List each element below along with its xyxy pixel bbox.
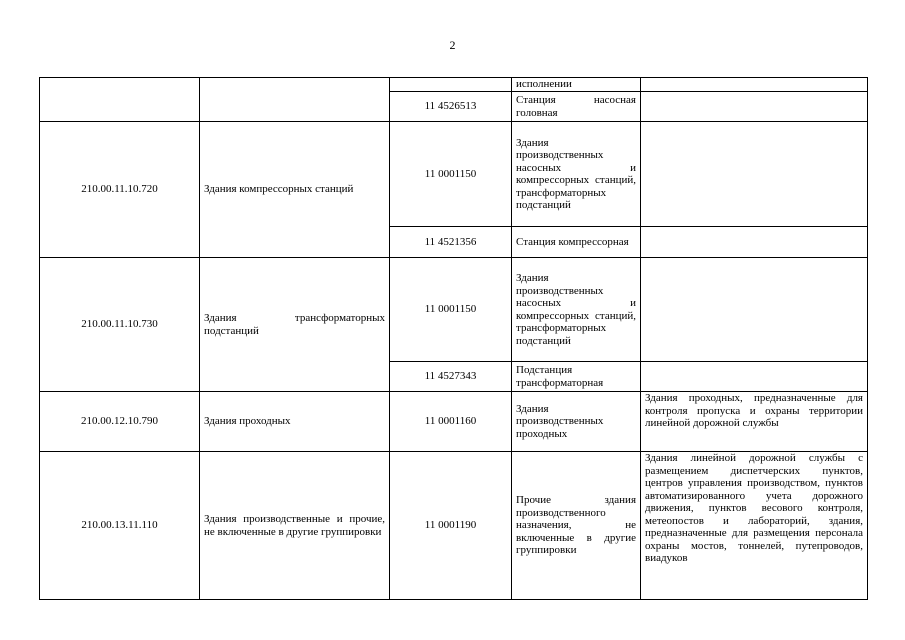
item-desc-cell: Здания производственных проходных — [512, 392, 641, 452]
table-row — [40, 258, 868, 362]
group-code-cell: 210.00.11.10.730 — [40, 258, 200, 392]
table-row — [40, 392, 868, 452]
item-desc-cell: Прочие здания производственного назначения, не включенные в другие группировки — [512, 452, 641, 600]
group-code-cell: 210.00.12.10.790 — [40, 392, 200, 452]
item-code-cell: 11 0001190 — [390, 452, 512, 600]
group-code-cell: 210.00.11.10.720 — [40, 122, 200, 258]
item-desc-cell: Станция компрессорная — [512, 227, 641, 258]
note-cell: Здания линейной дорожной службы с размещением диспетчерских пунктов, центров управления производством, пунктов автоматизированного учета дорожного движения, пунктов весового контроля, метеопостов и лабораторий, здания, предназначенные для размещения персонала охраны мостов, тоннелей, путепроводов, виадуков — [641, 452, 868, 600]
page-number: 2 — [449, 38, 456, 52]
classification-table — [39, 77, 868, 600]
table-row — [40, 78, 868, 92]
group-code-cell: 210.00.13.11.110 — [40, 452, 200, 600]
item-code-cell: 11 0001150 — [390, 258, 512, 362]
note-cell — [641, 227, 868, 258]
table-row — [40, 452, 868, 600]
item-code-cell — [390, 78, 512, 92]
item-code-cell: 11 0001150 — [390, 122, 512, 227]
note-cell: Здания проходных, предназначенные для контроля пропуска и охраны территории линейной дорожной службы — [641, 392, 868, 452]
item-desc-cell: Подстанция трансформаторная — [512, 362, 641, 392]
note-cell — [641, 258, 868, 362]
note-cell — [641, 92, 868, 122]
item-code-cell: 11 4527343 — [390, 362, 512, 392]
note-cell — [641, 362, 868, 392]
group-name-cell — [200, 78, 390, 122]
group-name-cell: Здания производственные и прочие, не включенные в другие группировки — [200, 452, 390, 600]
item-code-cell: 11 4521356 — [390, 227, 512, 258]
group-code-cell — [40, 78, 200, 122]
item-desc-cell: Станция насосная головная — [512, 92, 641, 122]
item-desc-cell: Здания производственных насосных и компрессорных станций, трансформаторных подстанций — [512, 122, 641, 227]
note-cell — [641, 78, 868, 92]
group-name-cell: Здания трансформаторных подстанций — [200, 258, 390, 392]
item-desc-cell: исполнении — [512, 78, 641, 92]
note-cell — [641, 122, 868, 227]
group-name-cell: Здания компрессорных станций — [200, 122, 390, 258]
item-desc-cell: Здания производственных насосных и компрессорных станций, трансформаторных подстанций — [512, 258, 641, 362]
table-row — [40, 122, 868, 227]
group-name-cell: Здания проходных — [200, 392, 390, 452]
item-code-cell: 11 4526513 — [390, 92, 512, 122]
item-code-cell: 11 0001160 — [390, 392, 512, 452]
